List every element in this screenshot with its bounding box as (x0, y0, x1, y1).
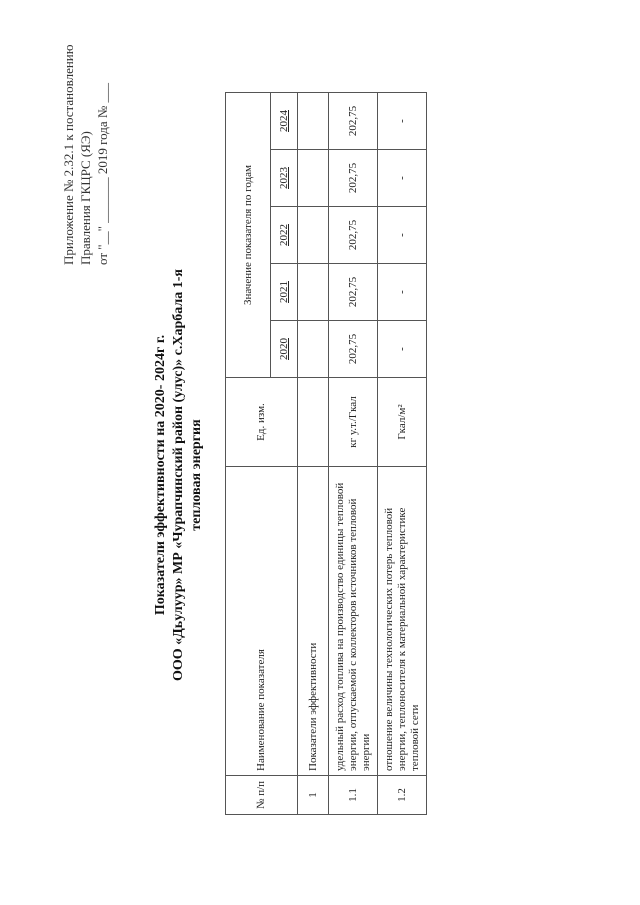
document-title (152, 195, 206, 755)
row-value: 202,75 (329, 264, 378, 321)
title-line-1: Показатели эффективности на 2020- 2024г г. (153, 334, 168, 616)
header-name: Наименование показателя (226, 467, 298, 776)
row-unit: кг у.т./Гкал (329, 378, 378, 467)
row-value: 202,75 (329, 93, 378, 150)
header-year: 2020 (271, 321, 298, 378)
row-value: 202,75 (329, 321, 378, 378)
appendix-line-2: Правления ГКЦРС (ЯЭ) (78, 131, 93, 265)
row-value (298, 207, 329, 264)
title-line-2: ООО «Дьулуур» МР «Чурапчинский район (улус)» с.Харбала 1-я (171, 269, 186, 682)
row-num: 1.1 (329, 776, 378, 815)
header-year: 2024 (271, 93, 298, 150)
row-value (298, 150, 329, 207)
row-name: отношение величины технологических потерь тепловой энергии, теплоносителя к материальной характеристике тепловой сети (378, 467, 427, 776)
appendix-line-1: Приложение № 2.32.1 к постановлению (61, 44, 76, 265)
row-num: 1.2 (378, 776, 427, 815)
row-value (298, 93, 329, 150)
row-unit: Гкал/м² (378, 378, 427, 467)
row-value: - (378, 93, 427, 150)
row-value (298, 264, 329, 321)
row-value: - (378, 321, 427, 378)
row-value (298, 321, 329, 378)
header-values-group: Значение показателя по годам (226, 93, 271, 378)
row-unit (298, 378, 329, 467)
row-value: - (378, 150, 427, 207)
table-row (378, 93, 427, 815)
title-line-3: тепловая энергия (189, 419, 204, 531)
header-num: № п/п (226, 776, 298, 815)
table-row (298, 93, 329, 815)
row-num: 1 (298, 776, 329, 815)
header-year: 2021 (271, 264, 298, 321)
header-unit: Ед. изм. (226, 378, 298, 467)
header-year: 2023 (271, 150, 298, 207)
row-value: - (378, 264, 427, 321)
row-name: удельный расход топлива на производство единицы тепловой энергии, отпускаемой с коллекторов источников тепловой энергии (329, 467, 378, 776)
row-name: Показатели эффективности (298, 467, 329, 776)
header-year: 2022 (271, 207, 298, 264)
appendix-note (60, 15, 111, 265)
row-value: 202,75 (329, 150, 378, 207)
table-header-row (226, 93, 271, 815)
appendix-line-3: от "__" _______ 2019 года № ___ (95, 82, 110, 265)
indicators-table (225, 92, 427, 815)
table-row (329, 93, 378, 815)
row-value: - (378, 207, 427, 264)
row-value: 202,75 (329, 207, 378, 264)
